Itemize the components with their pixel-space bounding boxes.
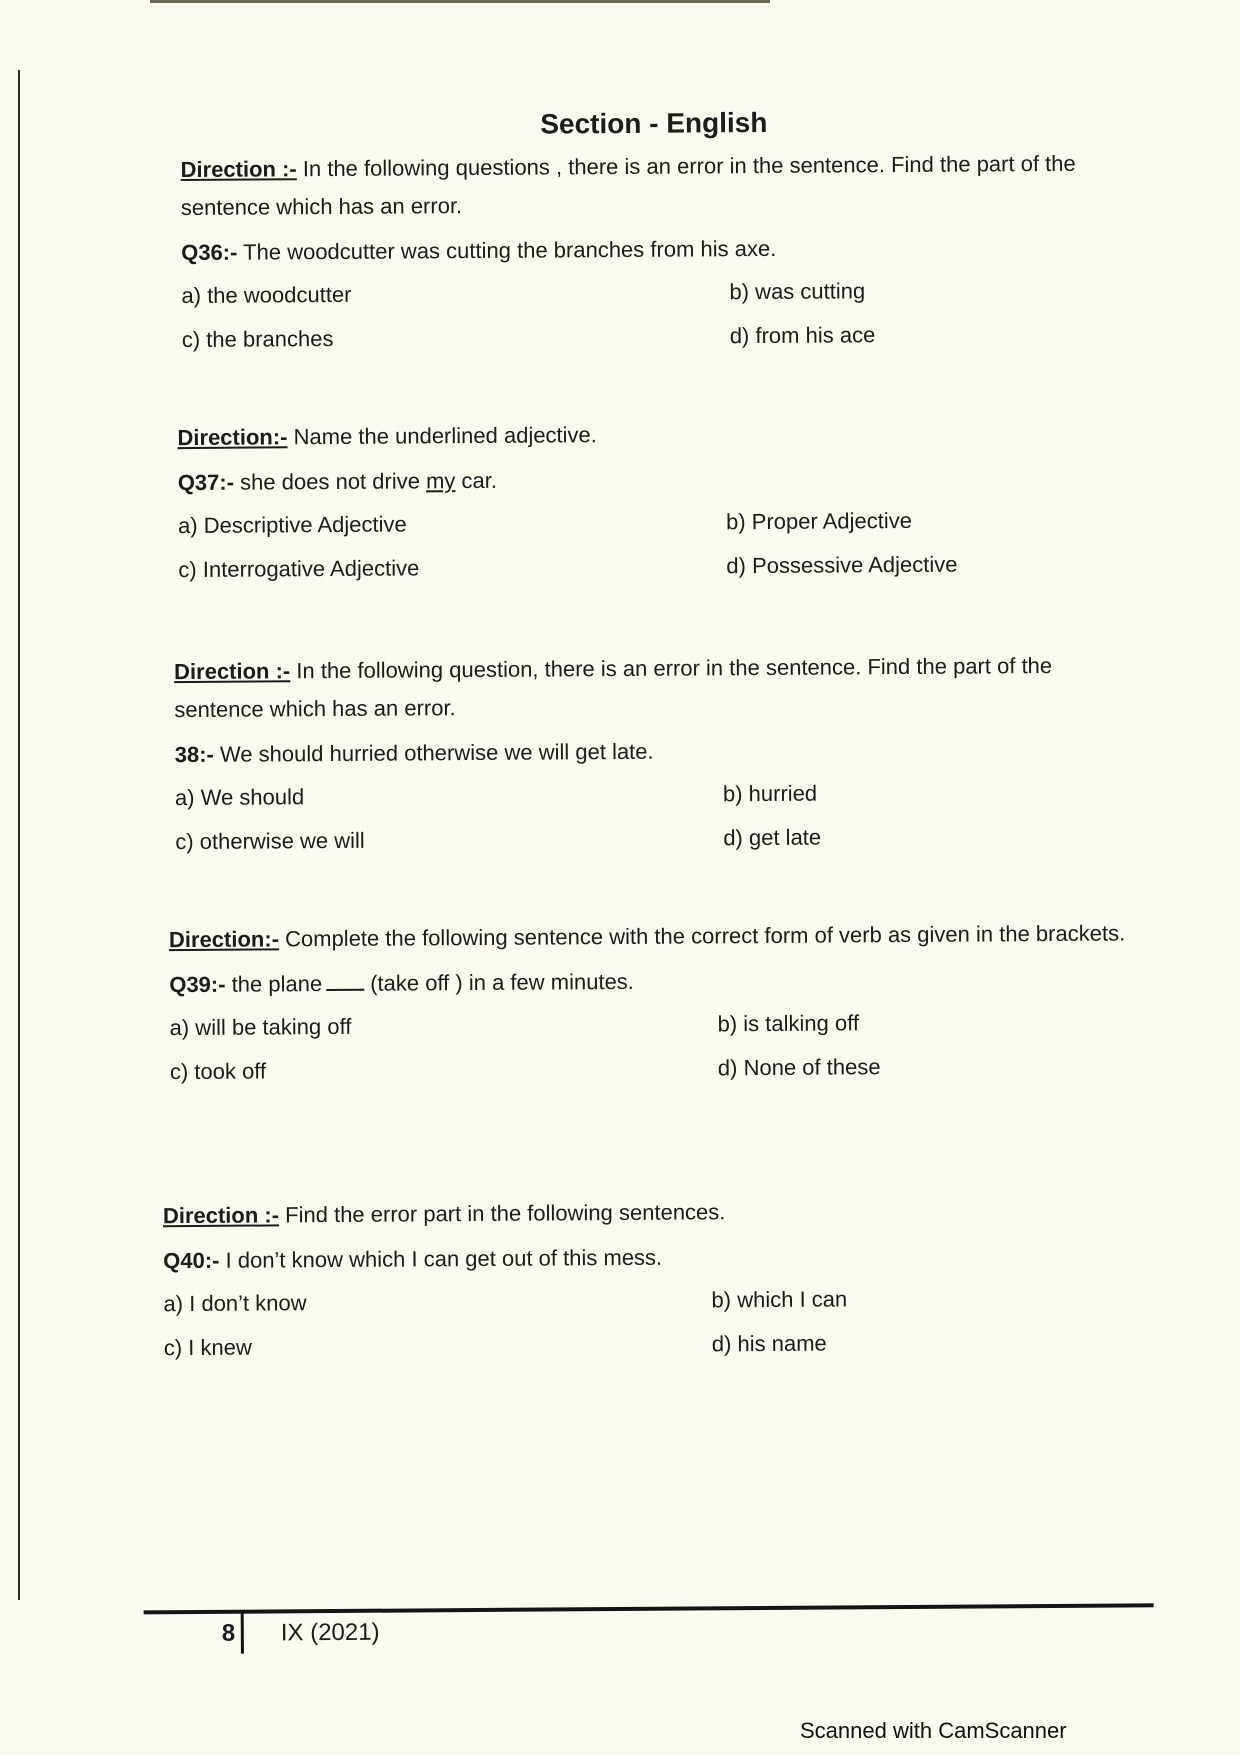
direction-label: Direction :-	[174, 658, 291, 685]
direction-text: Complete the following sentence with the correct form of verb as given in the brackets.	[278, 920, 1126, 952]
question-body: I don’t know which I can get out of this mess.	[219, 1244, 663, 1273]
footer-rule	[144, 1603, 1154, 1614]
question-block-q40	[163, 1190, 1124, 1365]
question-body-after: (take off ) in a few minutes.	[370, 968, 634, 996]
class-year-label: IX (2021)	[280, 1618, 380, 1647]
question-text	[169, 960, 1129, 1003]
footer-divider	[241, 1614, 244, 1654]
direction	[177, 412, 1137, 457]
question-block-q39	[169, 914, 1130, 1089]
question-number: 38:-	[174, 741, 214, 768]
page-number: 8	[221, 1619, 236, 1647]
direction-text: Name the underlined adjective.	[287, 422, 597, 450]
fill-in-blank	[326, 971, 364, 991]
question-number: Q39:-	[169, 971, 226, 998]
question-number: Q40:-	[163, 1247, 220, 1274]
option-a: a) I don’t know	[163, 1290, 307, 1317]
question-text	[175, 730, 1135, 773]
section-title: Section - English	[540, 106, 768, 140]
option-d: d) his name	[711, 1330, 827, 1357]
option-a: a) the woodcutter	[181, 281, 352, 309]
underlined-adjective: my	[425, 468, 456, 494]
question-text	[163, 1236, 1123, 1279]
option-c: c) the branches	[181, 325, 334, 353]
question-body-before: she does not drive	[233, 468, 427, 495]
direction-text: Find the error part in the following sentences.	[278, 1199, 726, 1228]
question-text	[181, 228, 1141, 271]
option-a: a) Descriptive Adjective	[177, 511, 407, 539]
answer-options	[175, 774, 1136, 859]
option-d: d) get late	[723, 824, 822, 851]
direction	[169, 914, 1129, 959]
option-a: a) will be taking off	[169, 1013, 352, 1041]
option-b: b) which I can	[711, 1286, 848, 1313]
option-b: b) hurried	[722, 780, 818, 807]
option-c: c) Interrogative Adjective	[178, 555, 420, 583]
answer-options	[181, 272, 1142, 357]
question-number: Q37:-	[177, 469, 235, 496]
option-c: c) otherwise we will	[175, 827, 365, 855]
scanner-watermark: Scanned with CamScanner	[800, 1718, 1067, 1743]
direction-label: Direction:-	[168, 926, 280, 953]
direction	[174, 646, 1135, 729]
question-block-q36	[180, 144, 1141, 357]
answer-options	[169, 1004, 1130, 1089]
question-number: Q36:-	[181, 239, 238, 266]
option-b: b) was cutting	[729, 278, 866, 305]
direction-label: Direction :-	[180, 156, 297, 183]
option-d: d) Possessive Adjective	[726, 551, 958, 579]
question-block-q38	[174, 646, 1135, 859]
option-c: c) took off	[169, 1058, 267, 1085]
answer-options	[163, 1280, 1124, 1365]
option-d: d) from his ace	[729, 322, 876, 349]
question-body-after: car.	[455, 467, 498, 494]
answer-options	[178, 502, 1139, 587]
option-b: b) Proper Adjective	[725, 507, 913, 535]
direction	[163, 1190, 1123, 1235]
direction-label: Direction :-	[162, 1202, 280, 1229]
question-body: We should hurried otherwise we will get late.	[213, 738, 654, 767]
option-a: a) We should	[174, 784, 305, 811]
question-body: The woodcutter was cutting the branches from his axe.	[237, 235, 777, 265]
option-c: c) I knew	[163, 1334, 252, 1361]
direction-label: Direction:-	[177, 424, 288, 451]
direction	[180, 144, 1141, 227]
option-b: b) is talking off	[717, 1010, 860, 1037]
question-text	[178, 458, 1138, 501]
question-body-before: the plane	[225, 971, 323, 997]
question-block-q37	[177, 412, 1138, 587]
direction-text: In the following question, there is an error in the sentence. Find the part of the sentence which has an error.	[174, 652, 1053, 723]
option-d: d) None of these	[717, 1054, 881, 1081]
direction-text: In the following questions , there is an error in the sentence. Find the part of the sentence which has an error.	[180, 150, 1076, 221]
